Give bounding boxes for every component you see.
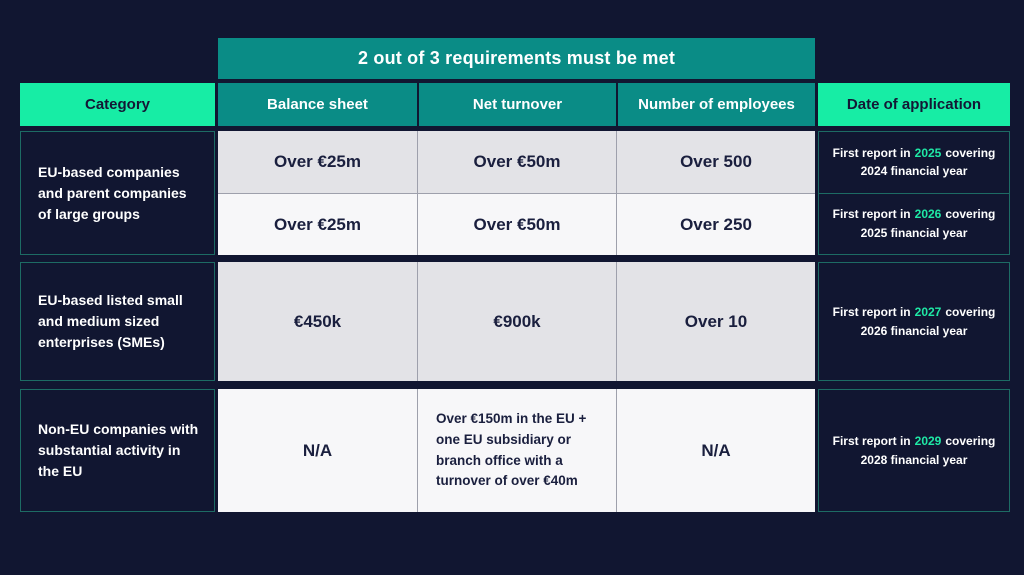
value-cell-balance: €450k <box>218 262 417 381</box>
date-cell-2025 <box>819 132 1009 193</box>
value-cell-balance: Over €25m <box>218 131 417 193</box>
requirements-table <box>20 38 1010 512</box>
report-year: 2025 <box>914 145 942 160</box>
value-cell-employees: Over 10 <box>616 262 815 381</box>
date-line: First report in 2027 covering <box>832 304 996 319</box>
date-line2: 2026 financial year <box>860 323 968 338</box>
value-cell-balance: N/A <box>218 389 417 512</box>
date-line2: 2024 financial year <box>860 164 968 179</box>
report-year: 2026 <box>914 207 942 222</box>
category-cell-large-companies <box>20 131 215 255</box>
date-line: First report in 2029 covering <box>832 433 996 448</box>
value-cell-turnover: Over €50m <box>417 193 616 255</box>
category-label: EU-based listed small and medium sized enterprises (SMEs) <box>38 292 183 350</box>
report-year: 2027 <box>914 304 942 319</box>
category-label: EU-based companies and parent companies of large groups <box>38 163 187 222</box>
category-label: Non-EU companies with substantial activity in the EU <box>38 421 199 479</box>
date-cell-group <box>818 131 1010 255</box>
value-cell-turnover: Over €50m <box>417 131 616 193</box>
table-title: 2 out of 3 requirements must be met <box>218 38 815 79</box>
date-cell-2026 <box>819 193 1009 255</box>
value-cell-employees: N/A <box>616 389 815 512</box>
category-cell-smes <box>20 262 215 381</box>
date-line: First report in 2026 covering <box>832 207 996 222</box>
header-date-of-application: Date of application <box>818 83 1010 126</box>
header-category: Category <box>20 83 215 126</box>
category-cell-non-eu <box>20 389 215 512</box>
value-cell-turnover: Over €150m in the EU + one EU subsidiary or branch office with a turnover of over €40m <box>417 389 616 512</box>
report-year: 2029 <box>914 433 942 448</box>
value-cell-employees: Over 500 <box>616 131 815 193</box>
value-cell-turnover: €900k <box>417 262 616 381</box>
value-cell-balance: Over €25m <box>218 193 417 255</box>
header-employees: Number of employees <box>616 83 815 126</box>
header-net-turnover: Net turnover <box>417 83 616 126</box>
date-line2: 2028 financial year <box>860 452 968 467</box>
date-line2: 2025 financial year <box>860 225 968 240</box>
header-balance-sheet: Balance sheet <box>218 83 417 126</box>
date-cell-2027 <box>819 263 1009 380</box>
date-cell-group <box>818 262 1010 381</box>
date-line: First report in 2025 covering <box>832 145 996 160</box>
value-cell-employees: Over 250 <box>616 193 815 255</box>
date-cell-group <box>818 389 1010 512</box>
date-cell-2029 <box>819 390 1009 511</box>
